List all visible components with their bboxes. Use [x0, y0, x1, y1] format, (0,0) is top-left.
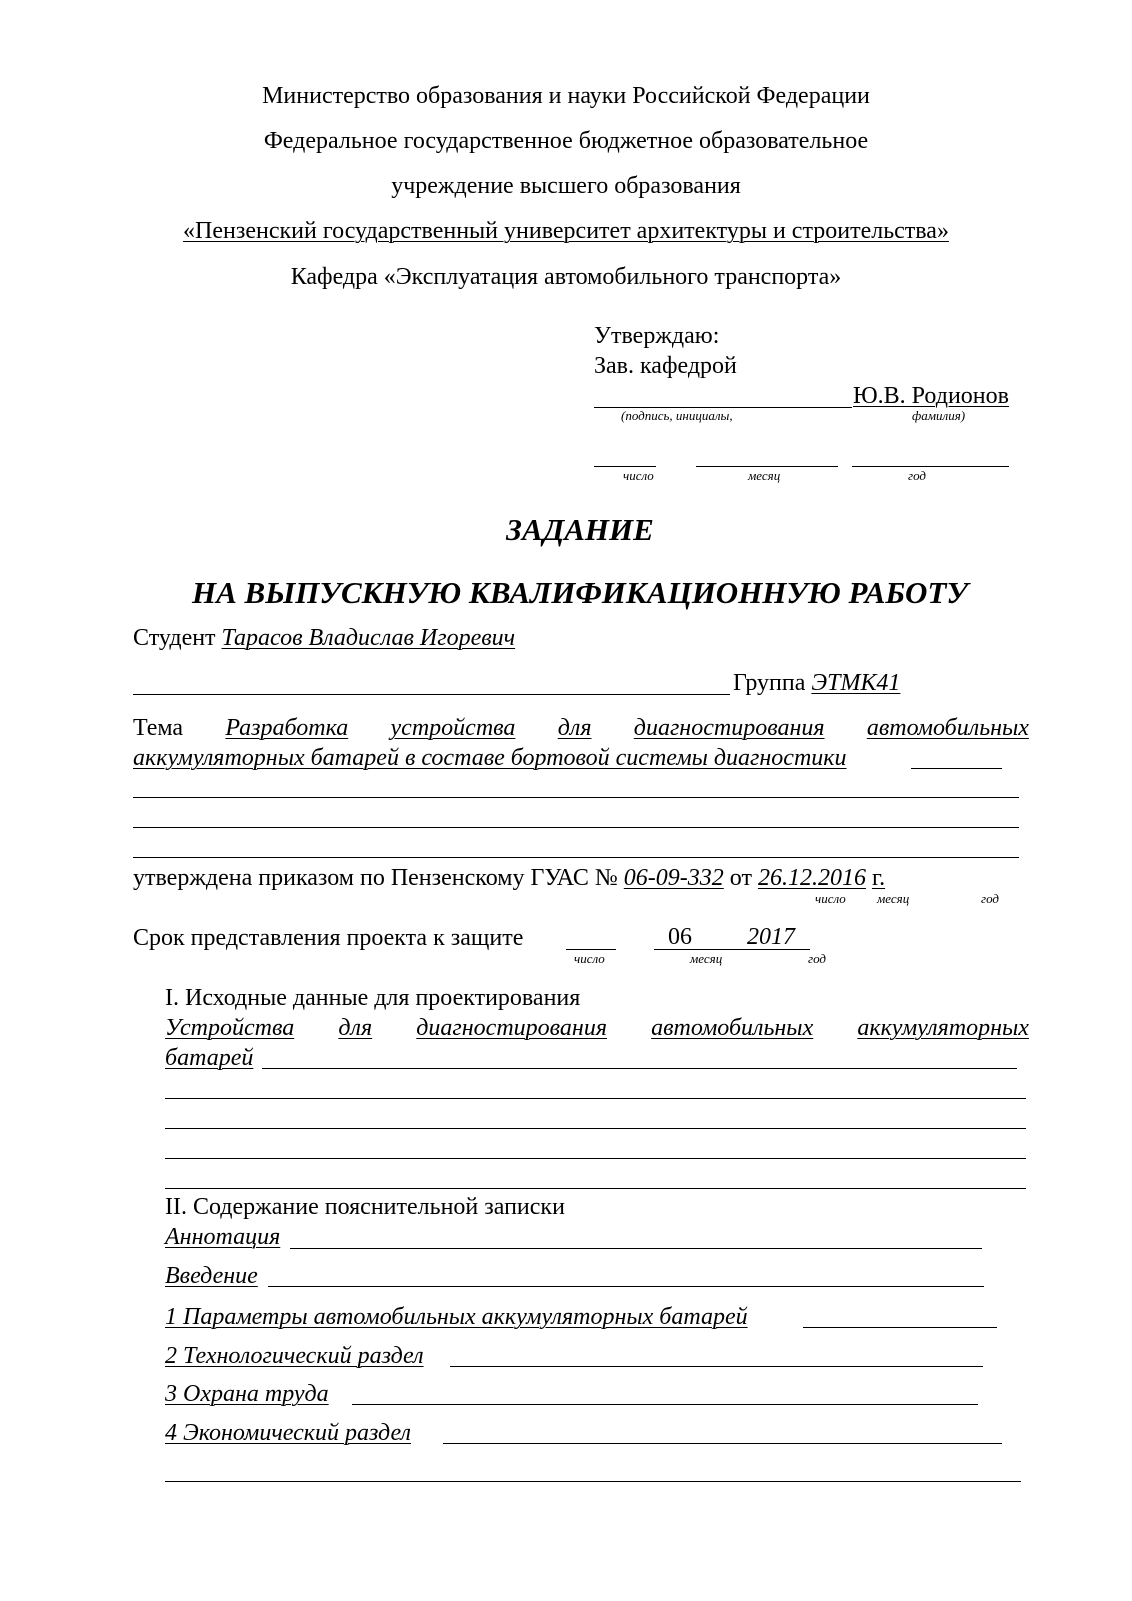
order-text: утверждена приказом по Пензенскому ГУАС № [133, 865, 618, 891]
caption-signature: (подпись, инициалы, [621, 408, 733, 423]
document-subtitle: НА ВЫПУСКНУЮ КВАЛИФИКАЦИОННУЮ РАБОТУ [192, 575, 968, 610]
caption-surname: фамилия) [912, 408, 966, 423]
university-name: «Пензенский государственный университет архитектуры и строительства» [183, 218, 949, 244]
order-date: 26.12.2016 [757, 865, 866, 891]
contents-item-line [352, 1404, 978, 1405]
topic-line-2: аккумуляторных батарей в составе бортовой системы диагностики [133, 745, 847, 771]
order-caption-day: число [815, 891, 846, 906]
approval-month-line [696, 466, 838, 467]
topic-line-1 [133, 716, 1029, 740]
order-caption-year: год [981, 891, 999, 906]
section-1-line-2-tail [262, 1068, 1017, 1069]
order-caption-month: месяц [877, 891, 910, 906]
institution-line-1: Федеральное государственное бюджетное образовательное [263, 128, 869, 154]
student-row [133, 626, 515, 650]
contents-item-line [290, 1248, 982, 1249]
section-1-heading: I. Исходные данные для проектирования [165, 985, 581, 1011]
contents-item-line [268, 1286, 984, 1287]
student-name: Тарасов Владислав Игоревич [221, 625, 516, 651]
caption-month: месяц [748, 468, 781, 483]
section-1-blank-line [165, 1188, 1026, 1189]
topic-word: автомобильных [866, 715, 1029, 741]
student-blank-line [133, 694, 730, 695]
institution-line-2: учреждение высшего образования [391, 173, 741, 199]
section-2-heading: II. Содержание пояснительной записки [165, 1194, 565, 1220]
caption-year: год [908, 468, 926, 483]
deadline-day-line [566, 949, 616, 950]
approval-day-line [594, 466, 656, 467]
order-year-suffix: г. [871, 865, 886, 891]
topic-label: Тема [133, 715, 184, 741]
section-1-word: аккумуляторных [857, 1015, 1029, 1041]
head-name: Ю.В. Родионов [853, 383, 1009, 409]
order-from: от [729, 865, 752, 891]
section-1-blank-line [165, 1128, 1026, 1129]
topic-line-2-tail [911, 768, 1002, 769]
contents-blank-line [165, 1481, 1021, 1482]
order-row [133, 866, 885, 890]
deadline-label: Срок представления проекта к защите [133, 925, 524, 951]
student-label: Студент [133, 625, 216, 651]
deadline-year: 2017 [747, 924, 795, 950]
contents-item: 3 Охрана труда [165, 1381, 329, 1407]
group-label: Группа [733, 670, 806, 696]
contents-item-line [450, 1366, 983, 1367]
approve-label: Утверждаю: [594, 323, 720, 349]
deadline-month: 06 [668, 924, 692, 950]
section-1-blank-line [165, 1098, 1026, 1099]
contents-item: 4 Экономический раздел [165, 1420, 411, 1446]
topic-blank-line [133, 827, 1019, 828]
head-position: Зав. кафедрой [594, 353, 737, 379]
topic-word: Разработка [225, 715, 349, 741]
deadline-caption-day: число [574, 951, 605, 966]
topic-blank-line [133, 797, 1019, 798]
section-1-line-1 [165, 1016, 1029, 1040]
department-name: Кафедра «Эксплуатация автомобильного транспорта» [290, 264, 842, 290]
topic-word: для [557, 715, 592, 741]
section-1-word: для [338, 1015, 373, 1041]
section-1-line-2: батарей [165, 1045, 254, 1071]
deadline-caption-year: год [808, 951, 826, 966]
group-row [733, 671, 900, 695]
topic-word: устройства [390, 715, 516, 741]
section-1-word: Устройства [165, 1015, 295, 1041]
contents-item-line [803, 1327, 997, 1328]
topic-blank-line [133, 857, 1019, 858]
contents-item: 1 Параметры автомобильных аккумуляторных батарей [165, 1304, 748, 1330]
order-number: 06-09-332 [623, 865, 724, 891]
section-1-blank-line [165, 1158, 1026, 1159]
approval-year-line [852, 466, 1009, 467]
ministry-line: Министерство образования и науки Российской Федерации [262, 83, 870, 109]
section-1-word: автомобильных [651, 1015, 814, 1041]
document-title: ЗАДАНИЕ [506, 512, 654, 547]
contents-item: Введение [165, 1263, 258, 1289]
contents-item-line [443, 1443, 1002, 1444]
caption-day: число [623, 468, 654, 483]
deadline-caption-month: месяц [690, 951, 723, 966]
contents-item: 2 Технологический раздел [165, 1343, 424, 1369]
section-1-word: диагностирования [416, 1015, 607, 1041]
topic-word: диагностирования [633, 715, 825, 741]
group-code: ЭТМК41 [811, 670, 901, 696]
contents-item: Аннотация [165, 1224, 281, 1250]
